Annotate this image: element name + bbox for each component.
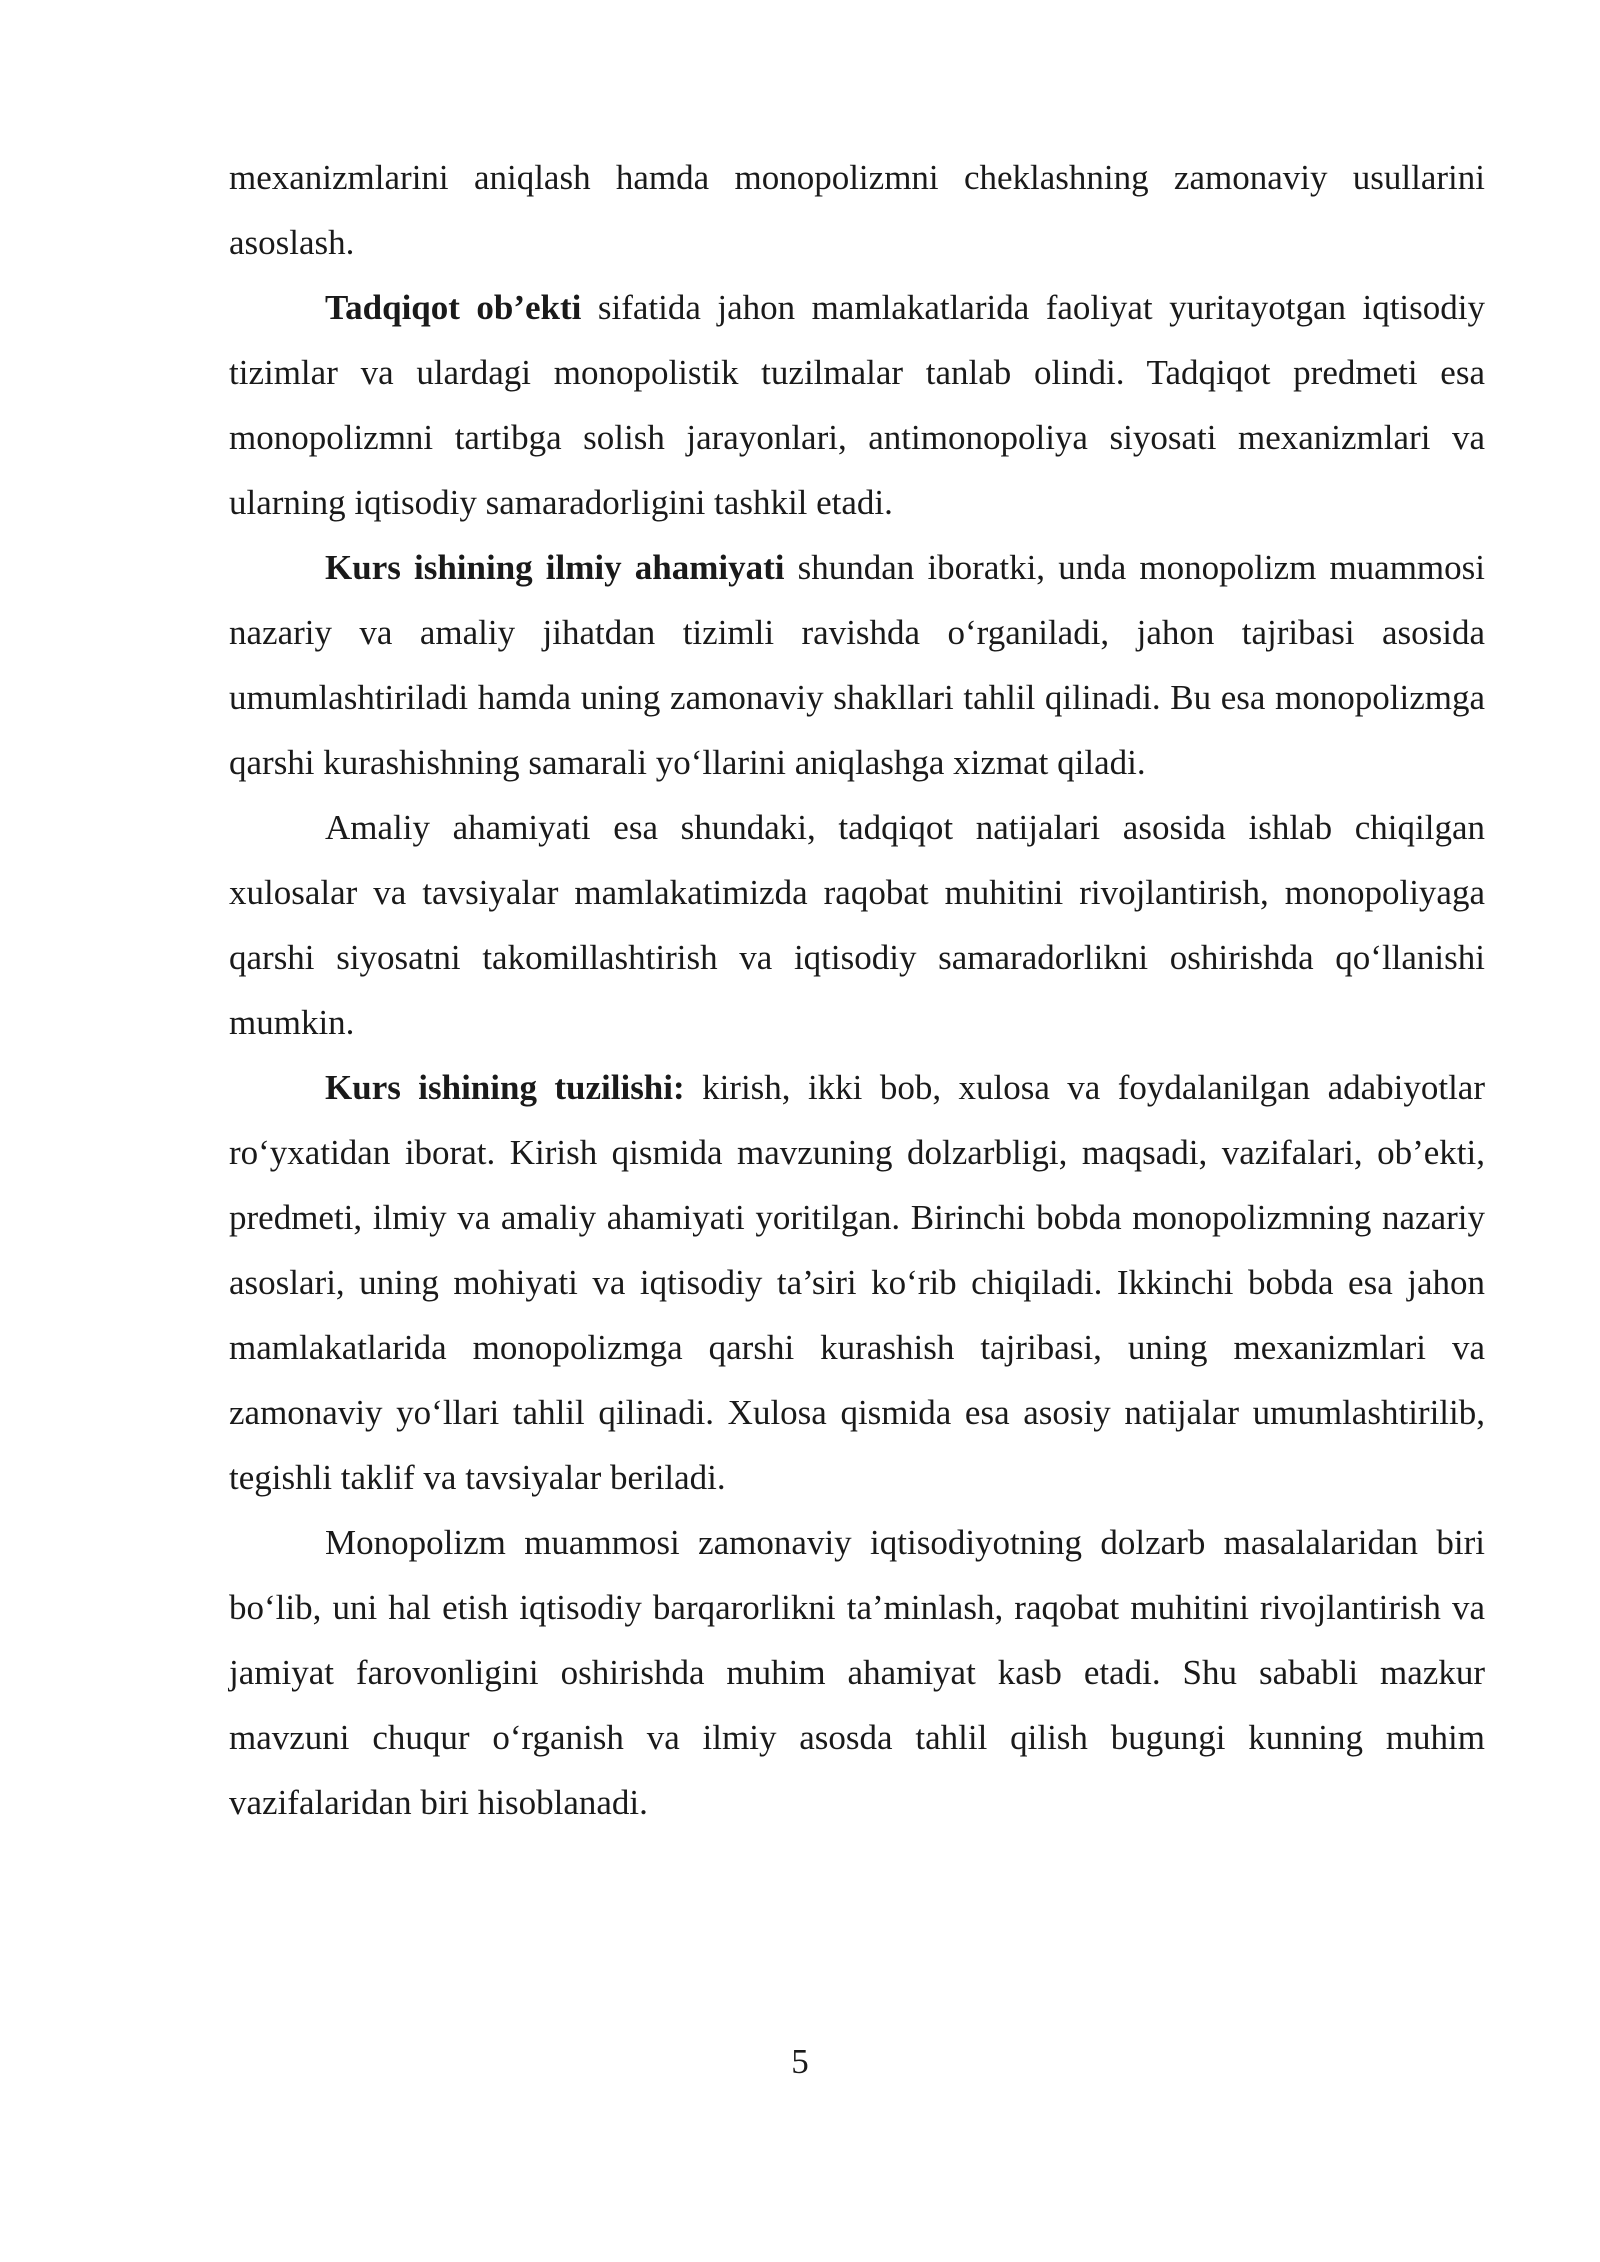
- paragraph-research-object: [229, 275, 1485, 535]
- paragraph-lead-bold: Tadqiqot ob’ekti: [325, 288, 582, 327]
- paragraph-lead-bold: Kurs ishining ilmiy ahamiyati: [325, 548, 785, 587]
- paragraph-text: Amaliy ahamiyati esa shundaki, tadqiqot natijalari asosida ishlab chiqilgan xulosalar va tavsiyalar mamlakatimizda raqobat muhitini rivojlantirish, monopoliyaga qarshi siyosatni takomillashtirish va iqtisodiy samaradorlikni oshirishda qo‘llanishi mumkin.: [229, 808, 1485, 1042]
- paragraph-practical-significance: [229, 795, 1485, 1055]
- document-body: [229, 145, 1485, 1835]
- paragraph-text: Monopolizm muammosi zamonaviy iqtisodiyotning dolzarb masalalaridan biri bo‘lib, uni hal etish iqtisodiy barqarorlikni ta’minlash, raqobat muhitini rivojlantirish va jamiyat farovonligini oshirishda muhim ahamiyat kasb etadi. Shu sababli mazkur mavzuni chuqur o‘rganish va ilmiy asosda tahlil qilish bugungi kunning muhim vazifalaridan biri hisoblanadi.: [229, 1523, 1485, 1822]
- paragraph-structure: [229, 1055, 1485, 1510]
- page-number: 5: [791, 2042, 809, 2081]
- paragraph-lead-bold: Kurs ishining tuzilishi:: [325, 1068, 685, 1107]
- paragraph-continuation: [229, 145, 1485, 275]
- paragraph-scientific-significance: [229, 535, 1485, 795]
- paragraph-text: mexanizmlarini aniqlash hamda monopolizmni cheklashning zamonaviy usullarini asoslash.: [229, 158, 1485, 262]
- paragraph-text: kirish, ikki bob, xulosa va foydalanilgan adabiyotlar ro‘yxatidan iborat. Kirish qismida mavzuning dolzarbligi, maqsadi, vazifalari, ob’ekti, predmeti, ilmiy va amaliy ahamiyati yoritilgan. Birinchi bobda monopolizmning nazariy asoslari, uning mohiyati va iqtisodiy ta’siri ko‘rib chiqiladi. Ikkinchi bobda esa jahon mamlakatlarida monopolizmga qarshi kurashish tajribasi, uning mexanizmlari va zamonaviy yo‘llari tahlil qilinadi. Xulosa qismida esa asosiy natijalar umumlashtirilib, tegishli taklif va tavsiyalar beriladi.: [229, 1068, 1485, 1497]
- paragraph-text: sifatida jahon mamlakatlarida faoliyat yuritayotgan iqtisodiy tizimlar va ulardagi monopolistik tuzilmalar tanlab olindi. Tadqiqot predmeti esa monopolizmni tartibga solish jarayonlari, antimonopoliya siyosati mexanizmlari va ularning iqtisodiy samaradorligini tashkil etadi.: [229, 288, 1485, 522]
- paragraph-text: shundan iboratki, unda monopolizm muammosi nazariy va amaliy jihatdan tizimli ravishda o‘rganiladi, jahon tajribasi asosida umumlashtiriladi hamda uning zamonaviy shakllari tahlil qilinadi. Bu esa monopolizmga qarshi kurashishning samarali yo‘llarini aniqlashga xizmat qiladi.: [229, 548, 1485, 782]
- paragraph-conclusion: [229, 1510, 1485, 1835]
